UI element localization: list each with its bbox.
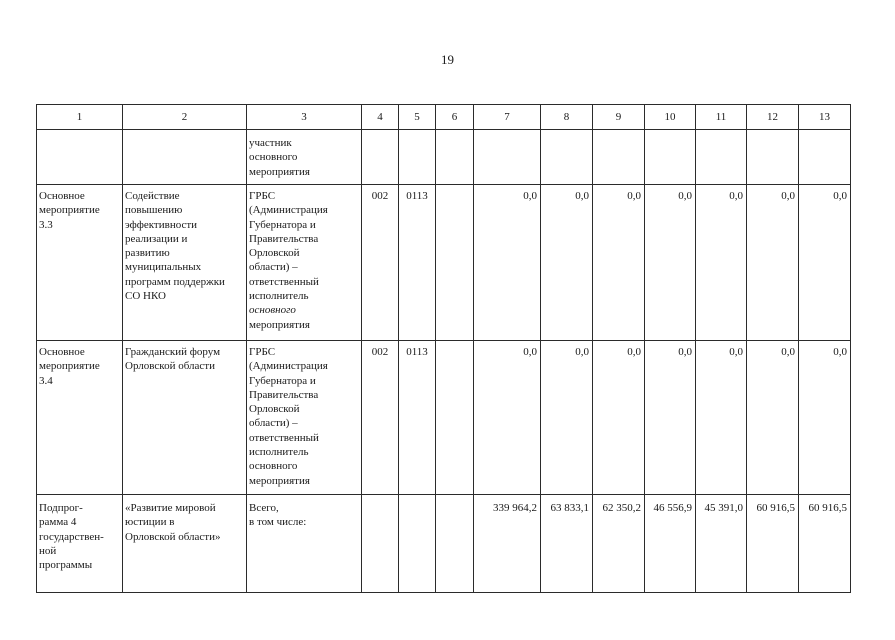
value-cell: 0,0	[747, 341, 799, 495]
executor-italic-text: основного	[249, 304, 296, 317]
value-cell: 63 833,1	[541, 495, 593, 593]
page-number: 19	[441, 52, 454, 67]
value-cell: 0,0	[593, 341, 645, 495]
code-cell: 0113	[399, 341, 436, 495]
value-cell: 0,0	[474, 185, 541, 341]
value-cell: 0,0	[541, 185, 593, 341]
column-header: 6	[436, 105, 474, 130]
table-header-row	[37, 105, 851, 130]
column-header: 5	[399, 105, 436, 130]
budget-table	[36, 104, 851, 593]
value-cell: 60 916,5	[799, 495, 851, 593]
value-cell	[474, 130, 541, 185]
value-cell: 0,0	[474, 341, 541, 495]
table-row	[37, 495, 851, 593]
column-header: 2	[123, 105, 247, 130]
code-cell: 002	[362, 341, 399, 495]
column-header: 11	[696, 105, 747, 130]
value-cell: 60 916,5	[747, 495, 799, 593]
value-cell: 0,0	[747, 185, 799, 341]
column-header: 7	[474, 105, 541, 130]
executor-cell: Всего, в том числе:	[247, 495, 362, 593]
value-cell	[541, 130, 593, 185]
column-header: 12	[747, 105, 799, 130]
column-header: 4	[362, 105, 399, 130]
code-cell	[399, 130, 436, 185]
value-cell	[593, 130, 645, 185]
column-header: 10	[645, 105, 696, 130]
value-cell: 0,0	[696, 185, 747, 341]
code-cell	[362, 130, 399, 185]
code-cell	[436, 341, 474, 495]
code-cell	[436, 130, 474, 185]
value-cell: 0,0	[799, 341, 851, 495]
executor-cell: участник основного мероприятия	[247, 130, 362, 185]
code-cell: 0113	[399, 185, 436, 341]
row-name-cell	[37, 130, 123, 185]
row-title-cell: Содействие повышению эффективности реализации и развитию муниципальных программ поддержки СО НКО	[123, 185, 247, 341]
value-cell: 0,0	[799, 185, 851, 341]
row-title-cell: «Развитие мировой юстиции в Орловской области»	[123, 495, 247, 593]
value-cell: 45 391,0	[696, 495, 747, 593]
value-cell: 0,0	[593, 185, 645, 341]
value-cell: 0,0	[645, 185, 696, 341]
row-title-cell	[123, 130, 247, 185]
row-name-cell: Основное мероприятие 3.4	[37, 341, 123, 495]
code-cell	[436, 185, 474, 341]
executor-text: ГРБС (Администрация Губернатора и Правительства Орловской области) – ответственный исполнитель	[249, 190, 328, 303]
column-header: 9	[593, 105, 645, 130]
code-cell	[362, 495, 399, 593]
column-header: 1	[37, 105, 123, 130]
row-title-cell: Гражданский форум Орловской области	[123, 341, 247, 495]
value-cell: 0,0	[645, 341, 696, 495]
column-header: 8	[541, 105, 593, 130]
code-cell: 002	[362, 185, 399, 341]
table-row	[37, 130, 851, 185]
value-cell	[747, 130, 799, 185]
code-cell	[436, 495, 474, 593]
executor-tail-text: мероприятия	[249, 318, 310, 331]
table-row	[37, 185, 851, 341]
row-name-cell: Основное мероприятие 3.3	[37, 185, 123, 341]
value-cell: 62 350,2	[593, 495, 645, 593]
table-row	[37, 341, 851, 495]
column-header: 3	[247, 105, 362, 130]
code-cell	[399, 495, 436, 593]
value-cell: 0,0	[541, 341, 593, 495]
executor-cell: ГРБС (Администрация Губернатора и Правительства Орловской области) – ответственный исполнитель основного мероприятия	[247, 341, 362, 495]
row-name-cell: Подпрог- рамма 4 государствен- ной программы	[37, 495, 123, 593]
column-header: 13	[799, 105, 851, 130]
value-cell: 0,0	[696, 341, 747, 495]
value-cell: 339 964,2	[474, 495, 541, 593]
value-cell	[696, 130, 747, 185]
value-cell	[645, 130, 696, 185]
value-cell	[799, 130, 851, 185]
value-cell: 46 556,9	[645, 495, 696, 593]
executor-cell	[247, 185, 362, 341]
